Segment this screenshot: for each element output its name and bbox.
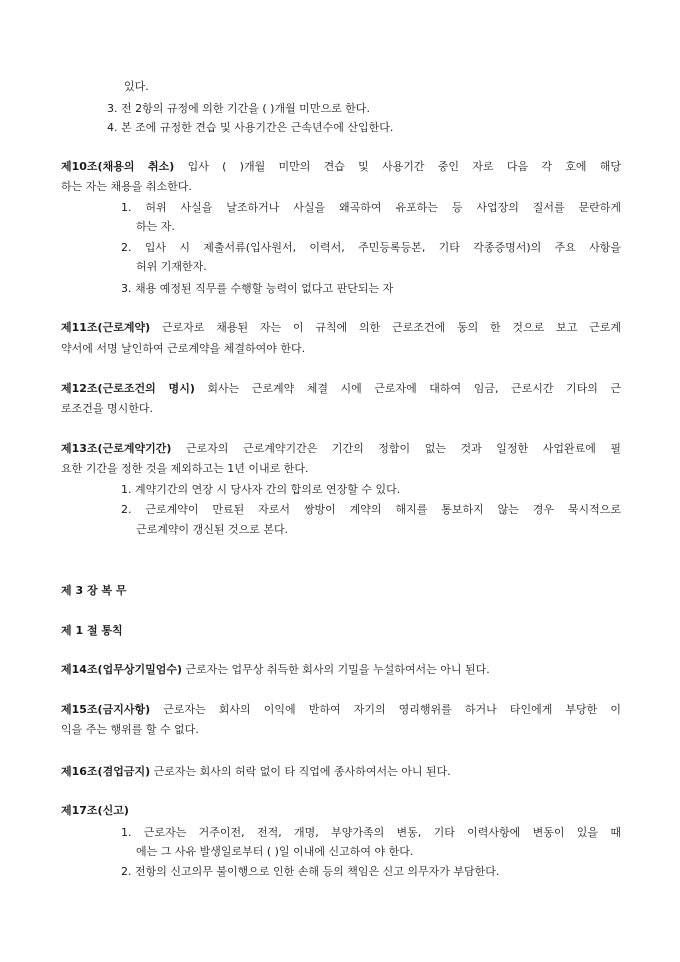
article-heading: 제14조(업무상기밀엄수) <box>61 663 182 676</box>
list-item-cont: 허위 기재한자. <box>136 260 207 273</box>
list-item-cont: 에는 그 사유 발생일로부터 ( )일 이내에 신고하여 야 한다. <box>136 845 414 858</box>
article-12 <box>61 382 621 396</box>
article-text: 입사 ( )개월 미만의 견습 및 사용기간 중인 자로 다음 각 호에 해당 <box>187 160 621 173</box>
section-heading: 제 1 절 통칙 <box>61 624 123 637</box>
article-text: 근로자는 회사의 이익에 반하여 자기의 영리행위를 하거나 타인에게 부당한 이 <box>163 703 622 716</box>
article-text: 로조건을 명시한다. <box>61 402 154 415</box>
article-11 <box>61 321 621 335</box>
article-text: 하는 자는 채용을 취소한다. <box>61 180 192 193</box>
continuation-text: 있다. <box>124 80 149 93</box>
article-heading: 제15조(금지사항) <box>61 703 151 716</box>
article-text: 근로자로 채용된 자는 이 규칙에 의한 근로조건에 동의 한 것으로 보고 근로계 <box>161 321 621 334</box>
list-item-cont: 하는 자. <box>136 220 175 233</box>
article-text: 근로자는 회사의 허락 없이 타 직업에 종사하여서는 아니 된다. <box>153 765 451 778</box>
article-heading: 제17조(신고) <box>61 804 129 817</box>
list-item: 1. 허위 사실을 날조하거나 사실을 왜곡하여 유포하는 등 사업장의 질서를 문란하게 <box>121 201 621 214</box>
list-item: 2. 전항의 신고의무 불이행으로 인한 손해 등의 책임은 신고 의무자가 부담한다. <box>121 865 500 878</box>
article-text: 익을 주는 행위를 할 수 없다. <box>61 723 199 736</box>
list-item: 3. 전 2항의 규정에 의한 기간을 ( )개월 미만으로 한다. <box>107 102 370 115</box>
list-item: 1. 근로자는 거주이전, 전적, 개명, 부양가족의 변동, 기타 이력사항에 변동이 있을 때 <box>121 826 621 839</box>
article-13 <box>61 442 621 456</box>
article-heading: 제12조(근로조건의 명시) <box>61 382 195 395</box>
article-15 <box>61 703 621 717</box>
article-heading: 제16조(겸업금지) <box>61 765 151 778</box>
article-16 <box>61 765 451 779</box>
article-text: 근로자는 업무상 취득한 회사의 기밀을 누설하여서는 아니 된다. <box>185 663 490 676</box>
article-text: 근로자의 근로계약기간은 기간의 정함이 없는 것과 일정한 사업완료에 필 <box>185 442 621 455</box>
list-item: 4. 본 조에 규정한 견습 및 사용기간은 근속년수에 산입한다. <box>107 121 394 134</box>
list-item: 2. 근로계약이 만료된 자로서 쌍방이 계약의 해지를 통보하지 않는 경우 묵시적으로 <box>121 503 621 516</box>
article-heading: 제13조(근로계약기간) <box>61 442 172 455</box>
list-item: 3. 채용 예정된 직무를 수행할 능력이 없다고 판단되는 자 <box>121 282 394 295</box>
list-item: 1. 계약기간의 연장 시 당사자 간의 합의로 연장할 수 있다. <box>121 483 401 496</box>
article-text: 약서에 서명 날인하여 근로계약을 체결하여야 한다. <box>61 342 306 355</box>
article-text: 요한 기간을 정한 것을 제외하고는 1년 이내로 한다. <box>61 462 309 475</box>
article-text: 회사는 근로계약 체결 시에 근로자에 대하여 임금, 근로시간 기타의 근 <box>207 382 621 395</box>
article-heading: 제11조(근로계약) <box>61 321 151 334</box>
list-item-cont: 근로계약이 갱신된 것으로 본다. <box>136 523 289 536</box>
article-10 <box>61 160 621 174</box>
article-14 <box>61 663 490 677</box>
chapter-heading: 제 3 장 복 무 <box>61 584 127 597</box>
article-heading: 제10조(채용의 취소) <box>61 160 175 173</box>
list-item: 2. 입사 시 제출서류(입사원서, 이력서, 주민등록등본, 기타 각종증명서)의 주요 사항을 <box>121 241 621 254</box>
